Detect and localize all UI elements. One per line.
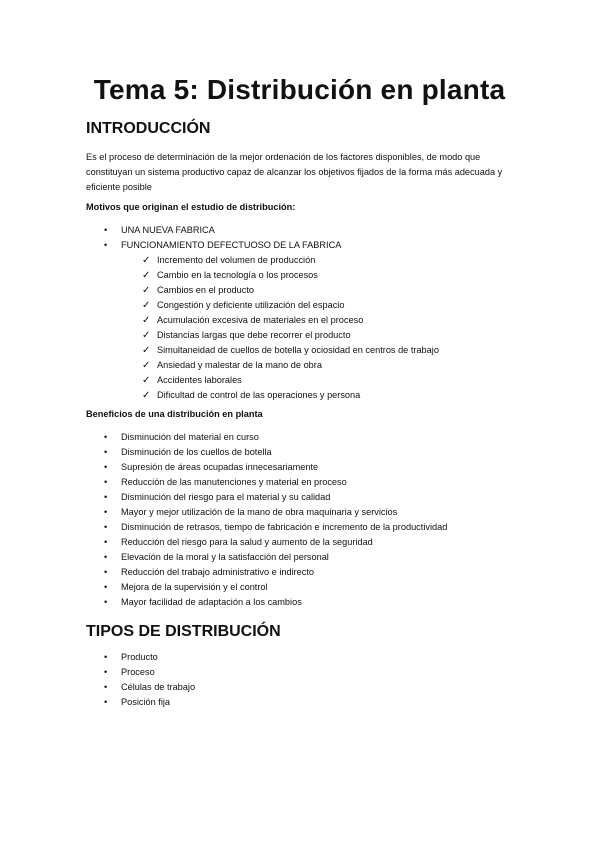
tipos-list [104,650,195,710]
list-item [142,358,439,373]
list-item [142,313,439,328]
list-item-text: Proceso [121,667,155,677]
list-item [142,268,439,283]
list-item-text: Mejora de la supervisión y el control [121,582,268,592]
bullet-icon: • [104,225,108,235]
bullet-icon: • [104,652,108,662]
list-item [104,580,447,595]
page-title: Tema 5: Distribución en planta [93,74,506,105]
check-icon: ✓ [142,315,151,326]
check-icon: ✓ [142,255,151,266]
list-item-text: Posición fija [121,697,171,707]
bullet-icon: • [104,552,108,562]
list-item [104,520,447,535]
list-item-text: Acumulación excesiva de materiales en el proceso [157,315,364,325]
list-item-text: Cambios en el producto [157,285,255,295]
list-item [104,445,447,460]
list-item [104,475,447,490]
check-icon: ✓ [142,330,151,341]
list-item-text: Disminución de retrasos, tiempo de fabricación e incremento de la productividad [121,522,448,532]
list-item-text: Ansiedad y malestar de la mano de obra [157,360,322,370]
bullet-icon: • [104,667,108,677]
list-item [142,328,439,343]
check-icon: ✓ [142,360,151,371]
intro-paragraph: Es el proceso de determinación de la mejor ordenación de los factores disponibles, de modo que constituyan un sistema productivo capaz de alcanzar los objetivos fijados de la forma más adecuada y eficiente posible [86,152,503,192]
bullet-icon: • [104,522,108,532]
list-item [104,595,447,610]
list-item [104,550,447,565]
check-icon: ✓ [142,375,151,386]
bullet-icon: • [104,477,108,487]
list-item-text: Reducción del trabajo administrativo e indirecto [121,567,315,577]
list-item-text: Disminución del riesgo para el material y su calidad [121,492,331,502]
list-item-text: Dificultad de control de las operaciones y persona [157,390,361,400]
list-item [104,650,195,665]
list-item-text: Disminución de los cuellos de botella [121,447,272,457]
bullet-icon: • [104,597,108,607]
list-item-text: Disminución del material en curso [121,432,259,442]
list-item-text: Simultaneidad de cuellos de botella y ociosidad en centros de trabajo [157,345,439,355]
list-item-text: Cambio en la tecnología o los procesos [157,270,318,280]
list-item [104,460,447,475]
list-item-text: Incremento del volumen de producción [157,255,316,265]
list-item-text: Elevación de la moral y la satisfacción del personal [121,552,329,562]
motivos-list [104,223,341,253]
list-item-text: FUNCIONAMIENTO DEFECTUOSO DE LA FABRICA [121,240,342,250]
list-item-text: Reducción del riesgo para la salud y aumento de la seguridad [121,537,373,547]
list-item [104,565,447,580]
bullet-icon: • [104,432,108,442]
bullet-icon: • [104,492,108,502]
bullet-icon: • [104,462,108,472]
list-item [142,298,439,313]
list-item [104,238,341,253]
check-icon: ✓ [142,270,151,281]
list-item-text: Accidentes laborales [157,375,242,385]
bullet-icon: • [104,567,108,577]
list-item [104,695,195,710]
check-icon: ✓ [142,390,151,401]
list-item [142,283,439,298]
sub-motivos-list [142,253,439,403]
list-item [104,665,195,680]
list-item-text: Congestión y deficiente utilización del espacio [157,300,345,310]
intro-heading: INTRODUCCIÓN [86,120,211,137]
tipos-heading: TIPOS DE DISTRIBUCIÓN [86,623,281,640]
list-item-text: UNA NUEVA FABRICA [121,225,215,235]
list-item [104,490,447,505]
list-item [104,430,447,445]
list-item [142,388,439,403]
check-icon: ✓ [142,345,151,356]
list-item [104,223,341,238]
beneficios-list [104,430,447,610]
list-item-text: Producto [121,652,158,662]
list-item-text: Distancias largas que debe recorrer el producto [157,330,351,340]
list-item [142,343,439,358]
bullet-icon: • [104,582,108,592]
bullet-icon: • [104,697,108,707]
list-item-text: Mayor facilidad de adaptación a los cambios [121,597,302,607]
bullet-icon: • [104,682,108,692]
check-icon: ✓ [142,300,151,311]
list-item-text: Células de trabajo [121,682,196,692]
list-item [142,253,439,268]
list-item-text: Reducción de las manutenciones y material en proceso [121,477,347,487]
motivos-label: Motivos que originan el estudio de distribución: [86,202,296,212]
list-item [142,373,439,388]
list-item-text: Supresión de áreas ocupadas innecesariamente [121,462,319,472]
list-item [104,505,447,520]
list-item [104,535,447,550]
bullet-icon: • [104,447,108,457]
bullet-icon: • [104,507,108,517]
bullet-icon: • [104,240,108,250]
beneficios-label: Beneficios de una distribución en planta [86,409,263,419]
list-item-text: Mayor y mejor utilización de la mano de obra maquinaria y servicios [121,507,398,517]
bullet-icon: • [104,537,108,547]
list-item [104,680,195,695]
check-icon: ✓ [142,285,151,296]
